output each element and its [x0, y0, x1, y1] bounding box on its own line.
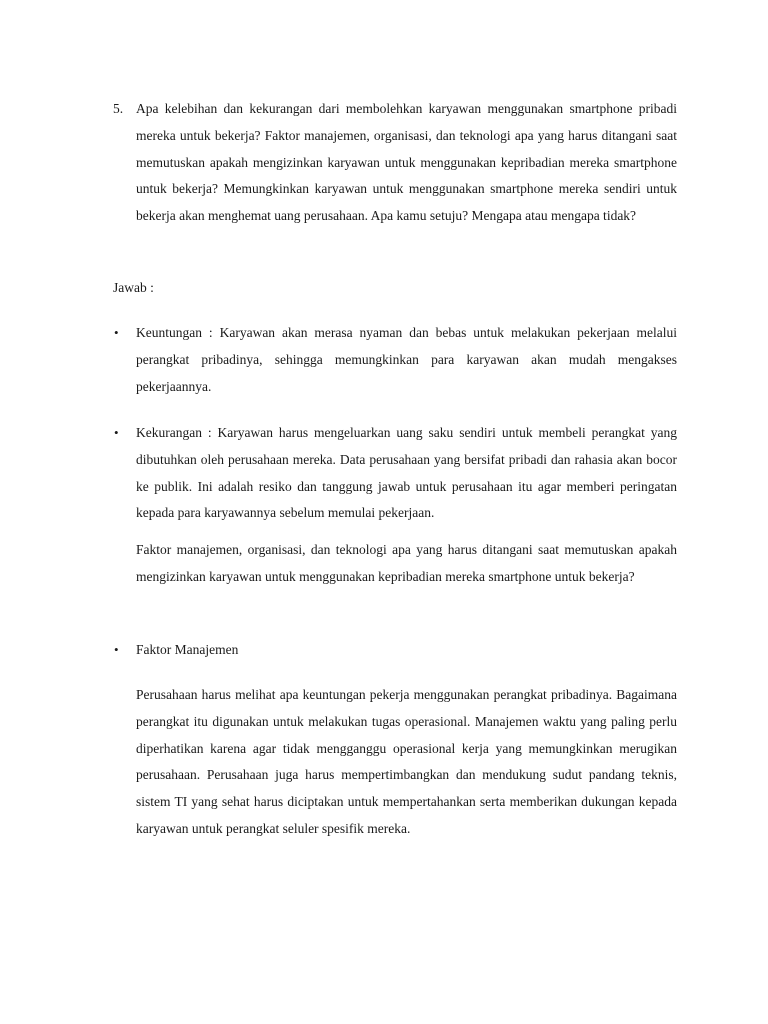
question-number: 5. [113, 101, 124, 116]
keuntungan-paragraph: Keuntungan : Karyawan akan merasa nyaman dan bebas untuk melakukan pekerjaan melalui perangkat pribadinya, sehingga memungkinkan para karyawan akan mudah mengakses pekerjaannya. [136, 325, 677, 394]
answer-label: Jawab : [113, 280, 154, 295]
faktor-question-paragraph: Faktor manajemen, organisasi, dan teknologi apa yang harus ditangani saat memutuskan apakah mengizinkan karyawan untuk menggunakan kepribadian mereka smartphone untuk bekerja? [136, 542, 677, 584]
question-text: Apa kelebihan dan kekurangan dari membolehkan karyawan menggunakan smartphone pribadi mereka untuk bekerja? Faktor manajemen, organisasi, dan teknologi apa yang harus ditangani saat memutuskan apakah mengizinkan karyawan untuk menggunakan kepribadian mereka smartphone untuk bekerja? Memungkinkan karyawan untuk menggunakan smartphone mereka sendiri untuk bekerja akan menghemat uang perusahaan. Apa kamu setuju? Mengapa atau mengapa tidak? [136, 101, 677, 224]
faktor-manajemen-heading: Faktor Manajemen [136, 642, 239, 657]
faktor-manajemen-paragraph: Perusahaan harus melihat apa keuntungan pekerja menggunakan perangkat pribadinya. Bagaimana perangkat itu digunakan untuk melakukan tugas operasional. Manajemen waktu yang paling perlu diperhatikan karena agar tidak mengganggu operasional kerja yang memungkinkan merugikan perusahaan. Perusahaan juga harus mempertimbangkan dan mendukung sudut pandang teknis, sistem TI yang sehat harus diciptakan untuk mempertahankan serta memberikan dukungan kepada karyawan untuk perangkat seluler spesifik mereka. [136, 687, 677, 836]
bullet-icon: • [114, 642, 119, 657]
kekurangan-paragraph: Kekurangan : Karyawan harus mengeluarkan uang saku sendiri untuk membeli perangkat yang dibutuhkan oleh perusahaan mereka. Data perusahaan yang bersifat pribadi dan rahasia akan bocor ke publik. Ini adalah resiko dan tanggung jawab untuk perusahaan itu agar memberi peringatan kepada para karyawannya sebelum memulai pekerjaan. [136, 425, 677, 521]
bullet-icon: • [114, 425, 119, 440]
bullet-icon: • [114, 325, 119, 340]
